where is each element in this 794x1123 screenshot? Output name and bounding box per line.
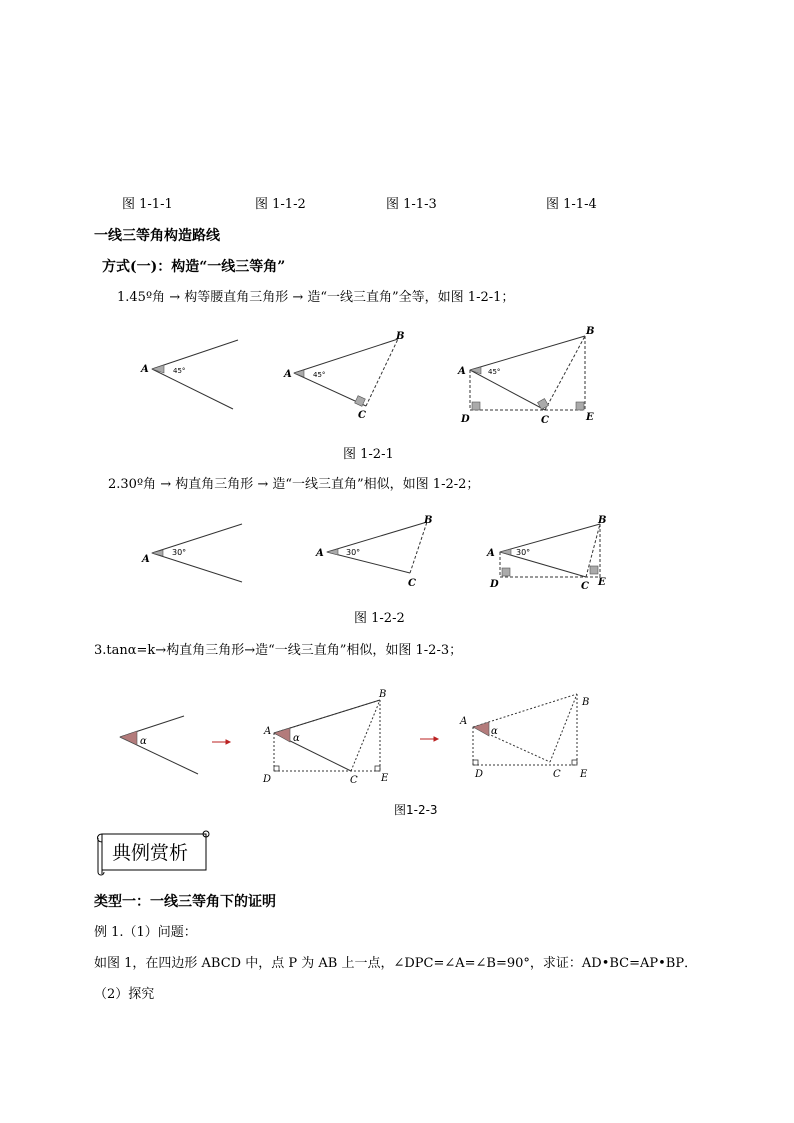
label-D: D	[263, 774, 272, 785]
label-E: E	[580, 769, 588, 780]
label-A: A	[264, 726, 272, 737]
label-D: D	[475, 769, 484, 780]
label-A: A	[141, 364, 149, 375]
example-1-line: 例 1.（1）问题：	[94, 925, 197, 940]
type-1-title: 类型一：一线三等角下的证明	[94, 894, 276, 910]
caption-fig-1-1-2: 图 1-1-2	[255, 197, 306, 212]
caption-fig-1-2-1: 图 1-2-1	[343, 447, 394, 462]
label-E: E	[381, 773, 389, 784]
caption-fig-1-1-1: 图 1-1-1	[122, 197, 173, 212]
item-2-text: 2.30º角 → 构直角三角形 → 造“一线三直角”相似，如图 1-2-2；	[108, 477, 480, 492]
alpha-label: α	[140, 736, 147, 747]
label-C: C	[553, 769, 561, 780]
item-1-text: 1.45º角 → 构等腰直角三角形 → 造“一线三直角”全等，如图 1-2-1；	[117, 290, 515, 305]
label-B: B	[582, 697, 590, 708]
label-A: A	[458, 366, 466, 377]
label-E: E	[586, 412, 594, 423]
label-D: D	[490, 579, 499, 590]
label-B: B	[379, 689, 387, 700]
caption-fig-1-1-3: 图 1-1-3	[386, 197, 437, 212]
label-B: B	[586, 326, 595, 337]
label-E: E	[598, 577, 606, 588]
label-C: C	[358, 410, 366, 421]
label-A: A	[487, 548, 495, 559]
label-C: C	[350, 775, 358, 786]
label-A: A	[142, 554, 150, 565]
angle-30-label: 30°	[516, 548, 531, 557]
alpha-label: α	[293, 733, 300, 744]
label-B: B	[424, 515, 433, 526]
banner-title: 典例赏析	[112, 842, 189, 864]
label-C: C	[408, 578, 416, 589]
label-A: A	[460, 716, 468, 727]
section-title: 一线三等角构造路线	[94, 228, 220, 244]
label-B: B	[396, 331, 405, 342]
label-C: C	[581, 581, 589, 592]
angle-45-label: 45°	[173, 367, 186, 375]
item-3-text: 3.tanα=k→构直角三角形→造“一线三直角”相似，如图 1-2-3；	[94, 643, 463, 658]
angle-30-label: 30°	[346, 548, 361, 557]
caption-fig-1-1-4: 图 1-1-4	[546, 197, 597, 212]
caption-fig-1-2-2: 图 1-2-2	[354, 611, 405, 626]
angle-45-label: 45°	[313, 371, 326, 379]
method-title: 方式(一)：构造“一线三等角”	[102, 259, 286, 275]
label-D: D	[461, 414, 470, 425]
label-A: A	[284, 369, 292, 380]
label-C: C	[541, 415, 549, 426]
angle-30-label: 30°	[172, 548, 187, 557]
label-B: B	[598, 515, 607, 526]
part-2-label: （2）探究	[94, 987, 155, 1002]
caption-fig-1-2-3: 图1-2-3	[394, 803, 438, 817]
angle-45-label: 45°	[488, 368, 501, 376]
label-A: A	[316, 548, 324, 559]
alpha-label: α	[491, 726, 498, 737]
problem-statement: 如图 1，在四边形 ABCD 中，点 P 为 AB 上一点，∠DPC=∠A=∠B=90°，求证：AD•BC=AP•BP．	[94, 956, 698, 971]
